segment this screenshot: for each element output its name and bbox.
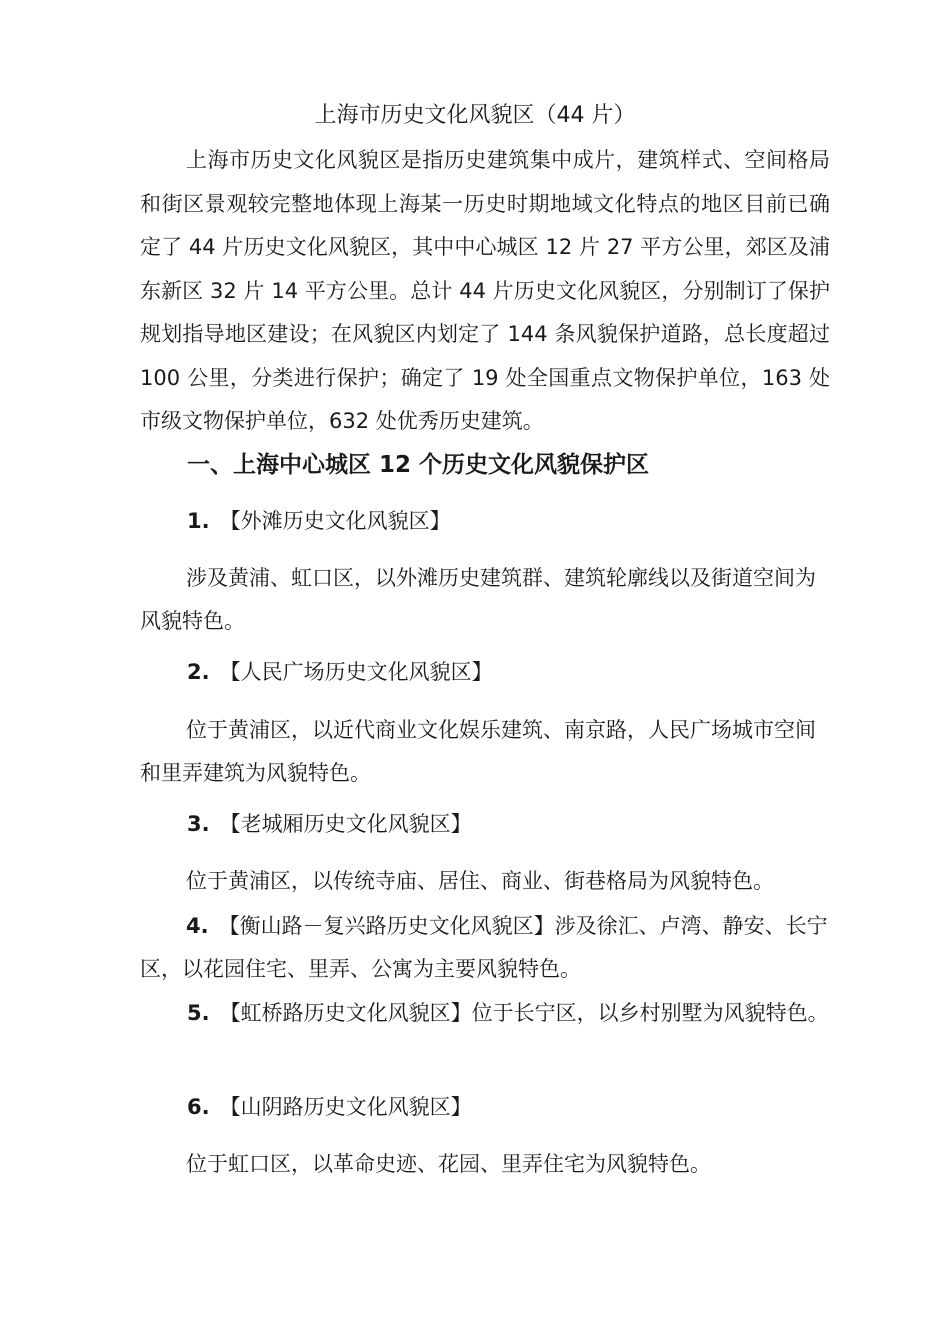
item-4 (140, 905, 830, 991)
item-description: 位于长宁区，以乡村别墅为风貌特色。 (471, 1001, 829, 1025)
item-number: 6. (187, 1095, 210, 1119)
item-name: 【衡山路－复兴路历史文化风貌区】 (218, 914, 555, 938)
item-number: 4. (186, 914, 209, 938)
item-name: 【人民广场历史文化风貌区】 (219, 660, 493, 684)
item-number: 2. (187, 660, 210, 684)
section-heading: 一、上海中心城区 12 个历史文化风貌保护区 (187, 452, 650, 478)
intro-paragraph: 上海市历史文化风貌区是指历史建筑集中成片，建筑样式、空间格局和街区景观较完整地体现上海某一历史时期地域文化特点的地区目前已确定了 44 片历史文化风貌区，其中中心城区 12 片 27 平方公里，郊区及浦东新区 32 片 14 平方公里。总计 44 片历史文化风貌区，分别制订了保护规划指导地区建设；在风貌区内划定了 144 条风貌保护道路，总长度超过 100 公里，分类进行保护；确定了 19 处全国重点文物保护单位，163 处市级文物保护单位，632 处优秀历史建筑。 (140, 148, 830, 433)
item-description-3: 位于黄浦区，以传统寺庙、居住、商业、街巷格局为风貌特色。 (186, 869, 774, 893)
item-description-2: 位于黄浦区，以近代商业文化娱乐建筑、南京路，人民广场城市空间和里弄建筑为风貌特色。 (140, 718, 816, 785)
item-description-1: 涉及黄浦、虹口区，以外滩历史建筑群、建筑轮廓线以及街道空间为风貌特色。 (140, 566, 816, 633)
item-name: 【老城厢历史文化风貌区】 (219, 812, 472, 836)
item-number: 5. (187, 1001, 210, 1025)
item-heading-6 (187, 1087, 472, 1127)
item-number: 1. (187, 509, 210, 533)
item-description: 涉及徐汇、卢湾、静安、长宁区，以花园住宅、里弄、公寓为主要风貌特色。 (140, 914, 828, 981)
item-name: 【山阴路历史文化风貌区】 (219, 1095, 472, 1119)
item-description-6: 位于虹口区，以革命史迹、花园、里弄住宅为风貌特色。 (186, 1152, 711, 1176)
item-number: 3. (187, 812, 210, 836)
item-heading-3 (187, 804, 472, 844)
item-name: 【虹桥路历史文化风貌区】 (219, 1001, 472, 1025)
item-5 (187, 992, 830, 1035)
item-heading-2 (187, 652, 493, 692)
document-title: 上海市历史文化风貌区（44 片） (314, 103, 636, 128)
item-heading-1 (187, 501, 451, 541)
item-name: 【外滩历史文化风貌区】 (219, 509, 451, 533)
